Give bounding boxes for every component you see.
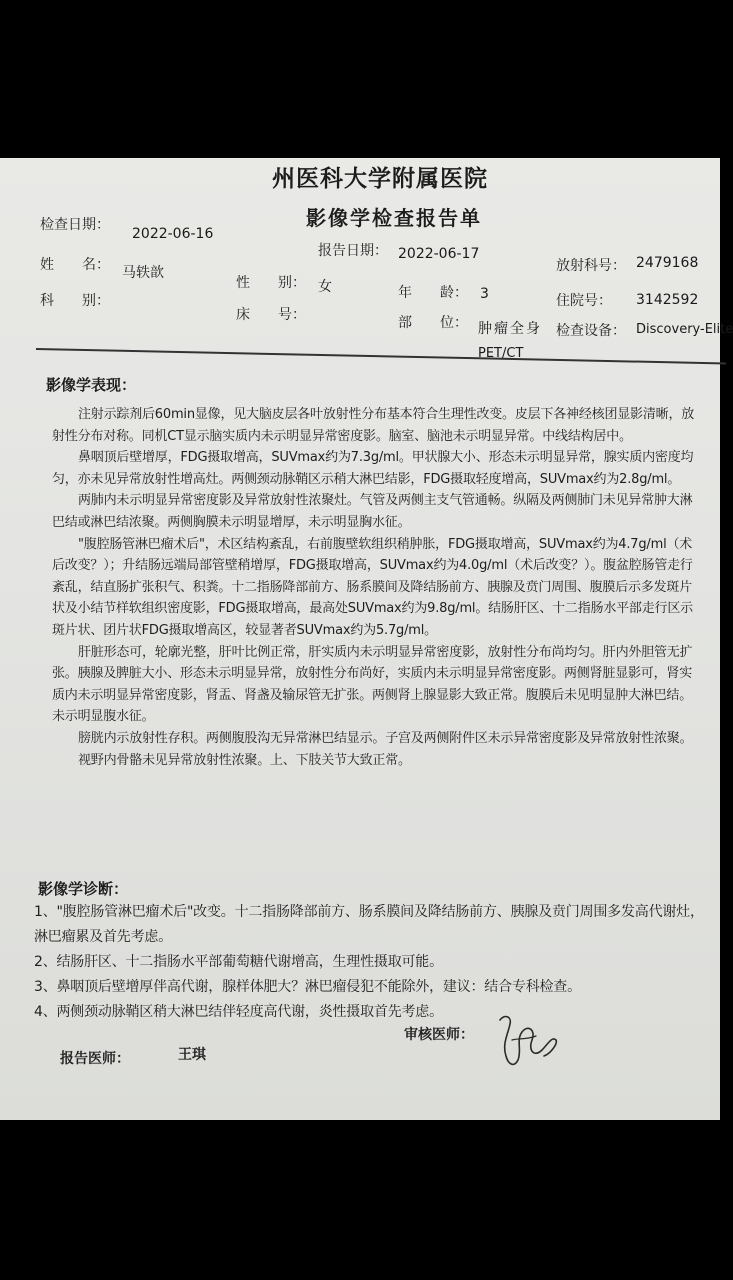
gender-label: 性 别： <box>236 275 306 291</box>
findings-paragraph: 膀胱内示放射性存积。两侧腹股沟无异常淋巴结显示。子宫及两侧附件区未示异常密度影及异常放射性浓聚。 <box>78 730 693 746</box>
exam-date-label: 检查日期： <box>40 217 110 233</box>
reviewer-label: 审核医师： <box>404 1027 474 1043</box>
dept-label: 科 别： <box>40 293 110 309</box>
position-label: 部 位： <box>398 315 468 331</box>
findings-paragraph: 鼻咽顶后壁增厚，FDG摄取增高，SUVmax约为7.3g/ml。甲状腺大小、形态未示明显异常，腺实质内密度均匀，亦未见异常放射性增高灶。两侧颈动脉鞘区示稍大淋巴结影，FDG摄取轻度增高，SUVmax约为2.8g/ml。 <box>52 450 694 487</box>
name-value: 马轶歆 <box>122 265 164 281</box>
findings-paragraph: 两肺内未示明显异常密度影及异常放射性浓聚灶。气管及两侧主支气管通畅。纵隔及两侧肺门未见异常肿大淋巴结或淋巴结浓聚。两侧胸膜未示明显增厚，未示明显胸水征。 <box>52 493 693 530</box>
findings-body <box>52 404 702 771</box>
device-label: 检查设备： <box>556 323 626 339</box>
bed-label: 床 号： <box>236 307 306 323</box>
inpatient-no-label: 住院号： <box>556 293 612 309</box>
reporter-name: 王琪 <box>178 1047 206 1063</box>
findings-paragraph: 注射示踪剂后60min显像，见大脑皮层各叶放射性分布基本符合生理性改变。皮层下各神经核团显影清晰，放射性分布对称。同机CT显示脑实质内未示明显异常密度影。脑室、脑池未示明显异常。中线结构居中。 <box>52 407 695 444</box>
findings-paragraph: 肝脏形态可，轮廓光整，肝叶比例正常，肝实质内未示明显异常密度影，放射性分布尚均匀。肝内外胆管无扩张。胰腺及脾脏大小、形态未示明显异常，放射性分布尚好，实质内未示明显异常密度影。两侧肾脏显影可，肾实质内未示明显异常密度影，肾盂、肾盏及输尿管无扩张。两侧肾上腺显影大致正常。腹膜后未见明显肿大淋巴结。未示明显腹水征。 <box>52 644 693 725</box>
findings-paragraph: "腹腔肠管淋巴瘤术后"，术区结构紊乱，右前腹壁软组织稍肿胀，FDG摄取增高，SUVmax约为4.7g/ml（术后改变？）；升结肠远端局部管壁稍增厚，FDG摄取增高，SUVmax约为4.0g/ml（术后改变？）。腹盆腔肠管走行紊乱，结直肠扩张积气、积粪。十二指肠降部前方、肠系膜间及降结肠前方、胰腺及贲门周围、腹膜后示多发斑片状及小结节样软组织密度影，FDG摄取增高，最高处SUVmax约为9.8g/ml。结肠肝区、十二指肠水平部走行区示斑片状、团片状FDG摄取增高区，较显著者SUVmax约为5.7g/ml。 <box>52 536 693 638</box>
hospital-name: 州医科大学附属医院 <box>272 165 488 192</box>
diagnosis-item: 3、鼻咽顶后壁增厚伴高代谢，腺样体肥大？淋巴瘤侵犯不能除外，建议：结合专科检查。 <box>34 979 581 995</box>
age-label: 年 龄： <box>398 285 468 301</box>
report-paper <box>0 158 733 1120</box>
reporter-label: 报告医师： <box>60 1051 130 1067</box>
radiology-no-label: 放射科号： <box>556 258 626 274</box>
radiology-no-value: 2479168 <box>636 255 699 271</box>
position-value: 肿瘤全身 <box>478 321 542 337</box>
position-value-continued: PET/CT <box>478 346 524 361</box>
diagnosis-body <box>34 900 710 1025</box>
inpatient-no-value: 3142592 <box>636 292 699 308</box>
report-date-value: 2022-06-17 <box>398 246 480 262</box>
age-value: 3 <box>480 286 489 302</box>
reviewer-signature <box>492 1010 562 1072</box>
diagnosis-item: 4、两侧颈动脉鞘区稍大淋巴结伴轻度高代谢，炎性摄取首先考虑。 <box>34 1004 443 1020</box>
report-date-label: 报告日期： <box>318 243 388 259</box>
exam-date-value: 2022-06-16 <box>132 226 214 242</box>
gender-value: 女 <box>318 279 332 295</box>
name-label: 姓 名： <box>40 257 110 273</box>
findings-title: 影像学表现： <box>46 376 137 394</box>
diagnosis-item: 1、"腹腔肠管淋巴瘤术后"改变。十二指肠降部前方、肠系膜间及降结肠前方、胰腺及贲门周围多发高代谢灶，淋巴瘤累及首先考虑。 <box>34 904 704 945</box>
findings-paragraph: 视野内骨骼未见异常放射性浓聚。上、下肢关节大致正常。 <box>78 752 411 768</box>
diagnosis-item: 2、结肠肝区、十二指肠水平部葡萄糖代谢增高，生理性摄取可能。 <box>34 954 443 970</box>
header-divider <box>36 348 726 364</box>
device-value: Discovery-Elite <box>636 322 733 337</box>
report-title: 影像学检查报告单 <box>306 206 482 230</box>
diagnosis-title: 影像学诊断： <box>38 880 129 898</box>
